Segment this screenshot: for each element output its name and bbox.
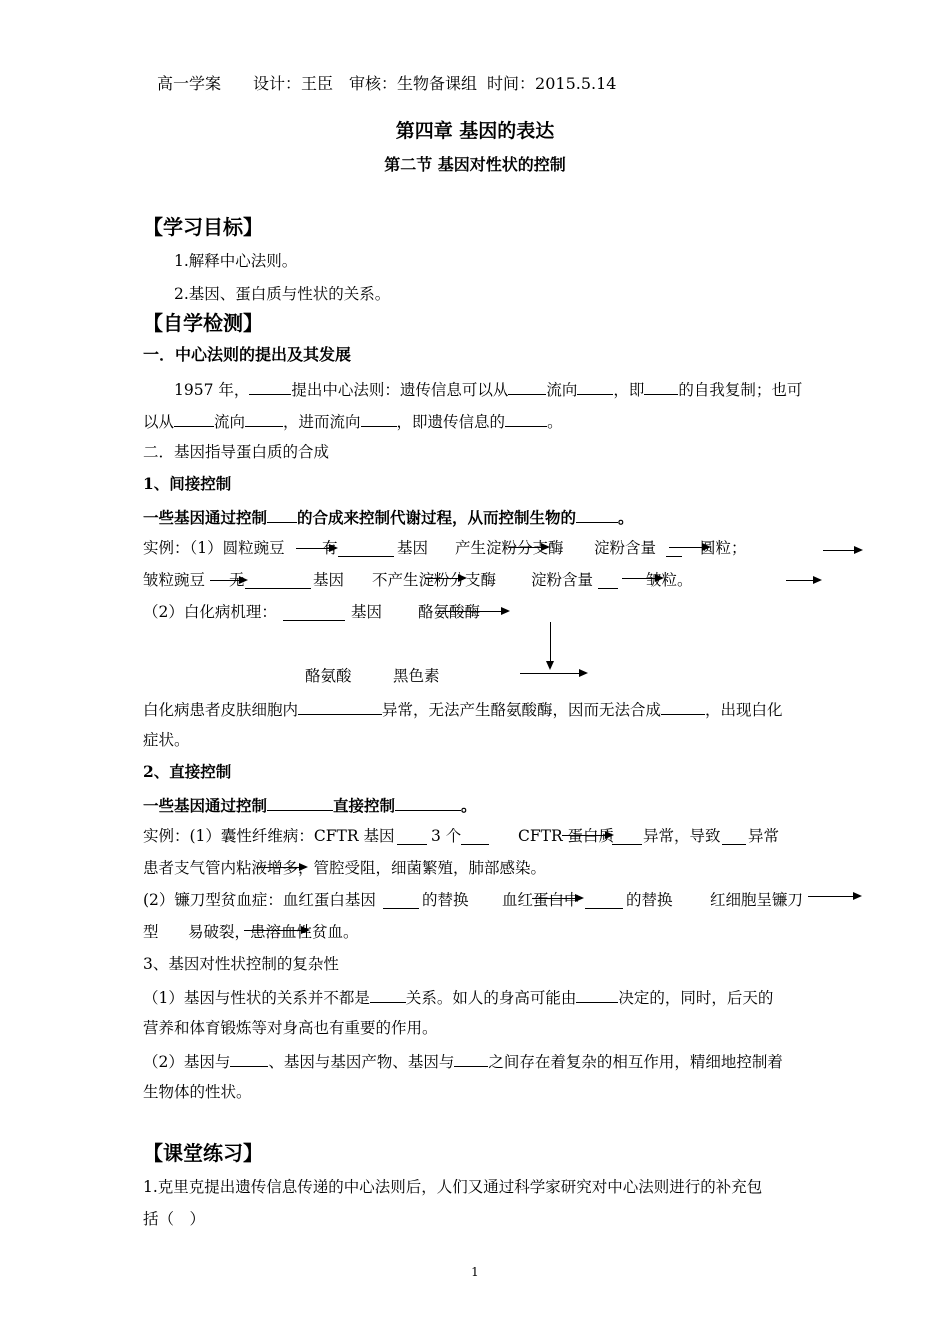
arrow-icon — [258, 867, 306, 868]
blank — [361, 410, 397, 427]
blank — [577, 378, 613, 395]
blank — [576, 986, 618, 1003]
indirect-title: 1、间接控制 — [143, 474, 232, 493]
pea-wrinkled-none: 无 — [229, 571, 245, 589]
blank — [245, 410, 283, 427]
page-number: 1 — [471, 1265, 479, 1279]
blank — [666, 540, 682, 557]
indirect-rule: 一些基因通过控制 的合成来控制代谢过程，从而控制生物的 。 — [143, 508, 634, 527]
blank — [174, 410, 214, 427]
designer-label: 设计：王臣 — [253, 74, 334, 93]
blank — [397, 828, 427, 845]
date-label: 时间：2015.5.14 — [487, 74, 617, 93]
albinism-label: （2）白化病机理： — [143, 603, 277, 621]
arrow-icon — [532, 898, 582, 899]
document-header — [157, 74, 616, 94]
selfcheck-heading: 【自学检测】 — [143, 311, 263, 335]
reviewer-label: 审核：生物备课组 — [349, 74, 478, 93]
arrow-icon — [244, 930, 308, 931]
albinism-explanation-1: 白化病患者皮肤细胞内 异常，无法产生酪氨酸酶，因而无法合成 ，出现白化 — [143, 698, 783, 720]
cf-gene-text: 实例：(1）囊性纤维病：CFTR 基因 — [143, 827, 395, 845]
arrow-icon — [296, 548, 336, 549]
blank — [461, 828, 489, 845]
albinism-gene: 基因 — [351, 603, 383, 621]
blank — [383, 892, 419, 909]
sickle-type: 型 — [143, 923, 159, 941]
blank — [661, 698, 705, 715]
cf-protein-text: CFTR 蛋白质 — [518, 827, 615, 845]
blank — [585, 892, 623, 909]
blank — [249, 378, 291, 395]
pea-round-result: 圆粒； — [700, 539, 747, 557]
blank — [644, 378, 678, 395]
cf-symptoms: 患者支气管内粘液增多，管腔受阻，细菌繁殖，肺部感染。 — [143, 859, 547, 877]
pea-round-produce: 产生淀粉分支酶 — [455, 539, 564, 557]
down-arrow-icon — [550, 622, 551, 668]
arrow-icon — [425, 578, 465, 579]
chapter-title: 第四章 基因的表达 — [395, 120, 555, 142]
blank — [508, 378, 546, 395]
cf-abnormal-text: 异常 — [748, 827, 780, 845]
blank — [298, 698, 382, 715]
pea-wrinkled-result: 皱粒。 — [646, 571, 693, 589]
arrow-icon — [520, 673, 586, 674]
central-dogma-line-2: 以从 流向 ，进而流向 ，即遗传信息的 。 — [143, 410, 563, 432]
practice-heading: 【课堂练习】 — [143, 1141, 263, 1165]
complexity-1-line-1: （1）基因与性状的关系并不都是 关系。如人的身高可能由 决定的，同时，后天的 — [143, 986, 773, 1008]
cf-three-text: 3 个 — [431, 827, 462, 845]
direct-title: 2、直接控制 — [143, 762, 232, 781]
blank — [267, 506, 297, 523]
course-label: 高一学案 — [157, 74, 222, 93]
sickle-gene-text: (2）镰刀型贫血症：血红蛋白基因 — [143, 891, 376, 909]
pea-round-gene: 基因 — [397, 539, 429, 557]
cf-lead-text: 异常，导致 — [643, 827, 721, 845]
sickle-replace-2: 的替换 — [626, 891, 673, 909]
blank — [245, 572, 311, 589]
albinism-explanation-2: 症状。 — [143, 731, 190, 749]
central-dogma-line-1: 1957 年， 提出中心法则：遗传信息可以从 流向 ，即 的自我复制；也可 — [174, 378, 802, 400]
question-1-line-2: 括（ ） — [143, 1210, 206, 1228]
albinism-melanin: 黑色素 — [393, 667, 440, 685]
complexity-title: 3、基因对性状控制的复杂性 — [143, 955, 339, 973]
pea-wrinkled-gene: 基因 — [313, 571, 345, 589]
arrow-icon — [210, 580, 246, 581]
direct-rule: 一些基因通过控制 直接控制 。 — [143, 796, 477, 815]
blank — [338, 540, 394, 557]
arrow-icon — [808, 896, 860, 897]
sickle-outcome: 易破裂，患溶血性贫血。 — [188, 923, 359, 941]
blank — [598, 572, 618, 589]
objective-item: 2.基因、蛋白质与性状的关系。 — [174, 285, 391, 303]
complexity-2-line-2: 生物体的性状。 — [143, 1083, 252, 1101]
pea-round-label: 实例：（1）圆粒豌豆 — [143, 539, 285, 557]
objective-item: 1.解释中心法则。 — [174, 252, 298, 270]
blank — [283, 604, 345, 621]
part2-title: 二．基因指导蛋白质的合成 — [143, 443, 330, 461]
sickle-cell-shape: 红细胞呈镰刀 — [710, 891, 804, 909]
blank — [230, 1050, 268, 1067]
blank — [395, 794, 461, 811]
sickle-hemoglobin: 血红蛋白中 — [502, 891, 580, 909]
arrow-icon — [622, 578, 662, 579]
arrow-icon — [438, 611, 508, 612]
pea-round-has: 有 — [322, 539, 338, 557]
sickle-replace-1: 的替换 — [422, 891, 469, 909]
complexity-1-line-2: 营养和体育锻炼等对身高也有重要的作用。 — [143, 1019, 438, 1037]
pea-wrinkled-noproduce: 不产生淀粉分支酶 — [372, 571, 497, 589]
albinism-tyrosine: 酪氨酸 — [305, 667, 352, 685]
section-title: 第二节 基因对性状的控制 — [384, 155, 566, 174]
pea-round-starch: 淀粉含量 — [594, 539, 657, 557]
blank — [722, 828, 746, 845]
arrow-icon — [823, 550, 861, 551]
arrow-icon — [669, 547, 709, 548]
blank — [454, 1050, 488, 1067]
objectives-heading: 【学习目标】 — [143, 215, 263, 239]
blank — [576, 506, 618, 523]
question-1-line-1: 1.克里克提出遗传信息传递的中心法则后，人们又通过科学家研究对中心法则进行的补充包 — [143, 1178, 763, 1196]
arrow-icon — [508, 547, 548, 548]
pea-wrinkled-starch: 淀粉含量 — [531, 571, 594, 589]
complexity-2-line-1: （2）基因与 、基因与基因产物、基因与 之间存在着复杂的相互作用，精细地控制着 — [143, 1050, 783, 1072]
blank — [370, 986, 406, 1003]
blank — [612, 828, 642, 845]
blank — [505, 410, 547, 427]
pea-wrinkled-label: 皱粒豌豆 — [143, 571, 206, 589]
part1-title: 一．中心法则的提出及其发展 — [143, 345, 352, 364]
arrow-icon — [562, 835, 612, 836]
blank — [267, 794, 333, 811]
albinism-enzyme: 酪氨酸酶 — [418, 603, 481, 621]
arrow-icon — [786, 580, 820, 581]
